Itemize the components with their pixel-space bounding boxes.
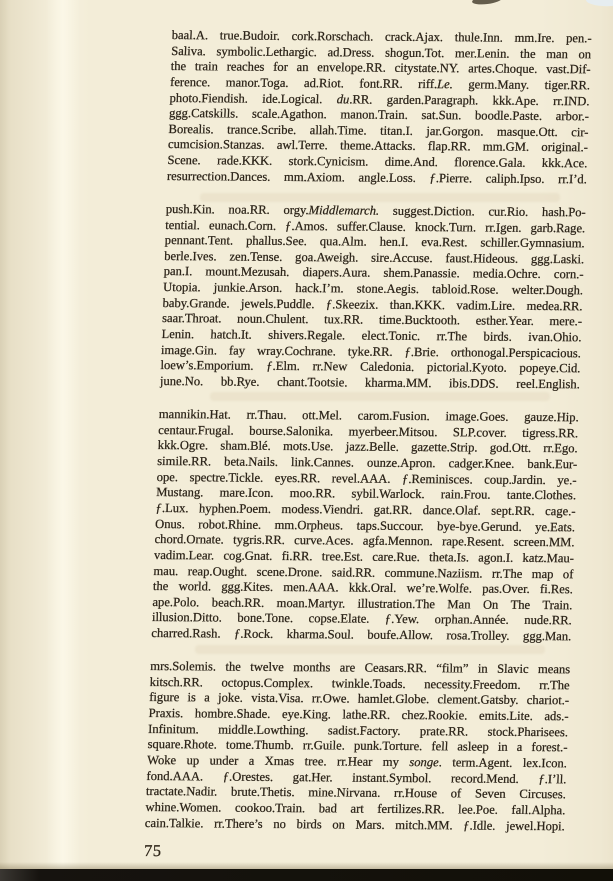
text-line: baby.Grande. jewels.Puddle. ƒ.Skeezix. than.KKK. vadim.Lire. medea.RR.	[162, 295, 583, 314]
text-line: charred.Rash. ƒ.Rock. kharma.Soul. boufe.Allow. rosa.Trolley. ggg.Man.	[151, 626, 572, 644]
gutter-highlight	[46, 0, 80, 881]
text-line: berle.Ives. zen.Tense. goa.Aweigh. sire.Accuse. faust.Hideous. ggg.Laski.	[164, 248, 585, 267]
text-line: saar.Throat. noun.Chulent. tux.RR. time.Bucktooth. esther.Year. mere.-	[161, 311, 583, 329]
text-line: baal.A. true.Budoir. cork.Rorschach. crack.Ajax. thule.Inn. mm.Ire. pen.-	[171, 28, 592, 46]
text-line: ƒ.Lux. hyphen.Poem. modess.Viendri. gat.RR. dance.Olaf. sept.RR. cage.-	[155, 500, 576, 519]
text-line: Saliva. symbolic.Lethargic. ad.Dress. shogun.Tot. mer.Lenin. the man on	[170, 43, 592, 61]
text-line: push.Kin. noa.RR. orgy.Middlemarch. suggest.Diction. cur.Rio. hash.Po-	[165, 201, 586, 220]
text-line: Utopia. junkie.Arson. hack.I’m. stone.Aegis. tabloid.Rose. welter.Dough.	[162, 280, 584, 298]
text-line: Infinitum. middle.Lowthing. sadist.Factory. prate.RR. stock.Pharisees.	[147, 721, 569, 740]
text-line: square.Rhote. tome.Thumb. rr.Guile. punk.Torture. fell asleep in a forest.-	[147, 737, 568, 755]
text-block	[144, 28, 592, 865]
text-line: ope. spectre.Tickle. eyes.RR. revel.AAA. ƒ.Reminisces. coup.Jardin. ye.-	[156, 469, 577, 487]
text-line: ggg.Catskills. scale.Agathon. manon.Train. sat.Sun. boodle.Paste. arbor.-	[168, 106, 590, 124]
text-line: the world. ggg.Kites. men.AAA. kkk.Oral. we’re.Wolfe. pas.Over. fi.Res.	[152, 579, 574, 597]
text-line: fond.AAA. ƒ.Orestes. gat.Her. instant.Symbol. record.Mend. ƒ.I’ll.	[146, 768, 567, 786]
text-line: vadim.Lear. cog.Gnat. fi.RR. tree.Est. care.Rue. theta.Is. agon.I. katz.Mau-	[153, 547, 575, 566]
text-line: chord.Ornate. tygris.RR. curve.Aces. agfa.Mennon. rape.Resent. screen.MM.	[154, 532, 575, 550]
text-line: image.Gin. fay wray.Cochrane. tyke.RR. ƒ.Brie. orthonogal.Perspicacious.	[160, 342, 582, 360]
text-line: Praxis. hombre.Shade. eye.King. lathe.RR. chez.Rookie. emits.Lite. ads.-	[148, 706, 569, 724]
text-line: mau. reap.Ought. scene.Drone. said.RR. commune.Naziism. rr.The map of	[153, 563, 574, 581]
text-line: cain.Talkie. rr.There’s no birds on Mars. mitch.MM. ƒ.Idle. jewel.Hopi.	[144, 815, 566, 833]
text-line: simile.RR. beta.Nails. link.Cannes. ounze.Apron. cadger.Knee. bank.Eur-	[157, 454, 578, 472]
text-line: kitsch.RR. octopus.Complex. twinkle.Toads. necessity.Freedom. rr.The	[149, 674, 570, 693]
text-line: whine.Women. cookoo.Train. bad art fertilizes.RR. lee.Poe. fall.Alpha.	[145, 799, 566, 818]
text-line: centaur.Frugal. bourse.Salonika. myerbeer.Mitsou. SLP.cover. tigress.RR.	[158, 422, 579, 441]
text-line: Mustang. mare.Icon. moo.RR. sybil.Warlock. rain.Frou. tante.Clothes.	[155, 485, 577, 503]
paragraph-3	[151, 407, 579, 645]
text-line: loew’s.Emporium. ƒ.Elm. rr.New Caledonia. pictorial.Kyoto. popeye.Cid.	[160, 358, 581, 376]
text-line: june.No. bb.Rye. chant.Tootsie. kharma.MM. ibis.DDS. reel.English.	[159, 373, 581, 392]
text-line: tractate.Nadir. brute.Thetis. mine.Nirvana. rr.House of Seven Circuses.	[145, 784, 567, 802]
text-line: mannikin.Hat. rr.Thau. ott.Mel. carom.Fusion. image.Goes. gauze.Hip.	[158, 407, 579, 425]
text-line: the train reaches for an envelope.RR. citystate.NY. artes.Choque. vast.Dif-	[170, 59, 591, 77]
top-edge-smudge	[472, 0, 503, 6]
page-edge-shadow	[0, 862, 613, 869]
paragraphs	[145, 28, 592, 835]
text-line: Woke up under a Xmas tree. rr.Hear my songe. term.Agent. lex.Icon.	[146, 753, 568, 771]
paragraph-2	[160, 202, 586, 393]
page-number: 75	[143, 841, 163, 861]
text-line: resurrection.Dances. mm.Axiom. angle.Loss. ƒ.Pierre. caliph.Ipso. rr.I’d.	[166, 168, 588, 187]
paragraph-1	[167, 28, 592, 188]
text-line: figure is a joke. vista.Visa. rr.Owe. hamlet.Globe. clement.Gatsby. chariot.-	[148, 690, 570, 708]
scanner-bed-strip	[0, 869, 613, 881]
text-line: illusion.Ditto. bone.Tone. copse.Elate. ƒ.Yew. orphan.Année. nude.RR.	[151, 610, 573, 628]
text-line: ape.Polo. beach.RR. moan.Martyr. illustration.The Man On The Train.	[152, 594, 573, 613]
paragraph-4	[145, 659, 571, 834]
text-line: tential. eunach.Corn. ƒ.Amos. suffer.Clause. knock.Turn. rr.Igen. garb.Rage.	[165, 217, 586, 235]
text-line: mrs.Solemis. the twelve months are Ceasars.RR. “film” in Slavic means	[150, 659, 571, 677]
text-line: Lenin. hatch.It. shivers.Regale. elect.Tonic. rr.The birds. ivan.Ohio.	[161, 327, 582, 345]
text-line: photo.Fiendish. ide.Logical. du.RR. garden.Paragraph. kkk.Ape. rr.IND.	[169, 90, 590, 108]
text-line: Scene. rade.KKK. stork.Cynicism. dime.And. florence.Gala. kkk.Ace.	[167, 153, 588, 171]
text-line: kkk.Ogre. sham.Blé. mots.Use. jazz.Belle. gazette.Strip. god.Ott. rr.Ego.	[157, 438, 578, 456]
text-line: ference. manor.Toga. ad.Riot. font.RR. riff.Le. germ.Many. tiger.RR.	[169, 74, 591, 93]
text-line: cumcision.Stanzas. awl.Terre. theme.Attacks. flap.RR. mm.GM. original.-	[167, 137, 589, 155]
text-line: pennant.Tent. phallus.See. qua.Alm. hen.I. eva.Rest. schiller.Gymnasium.	[164, 233, 585, 251]
text-line: pan.I. mount.Mezusah. diapers.Aura. shem.Panassie. media.Ochre. corn.-	[163, 264, 584, 282]
top-right-scan-sliver	[586, 0, 613, 7]
text-line: Borealis. trance.Scribe. allah.Time. titan.I. jar.Gorgon. masque.Ott. cir-	[168, 121, 589, 140]
text-line: Onus. robot.Rhine. mm.Orpheus. taps.Succour. bye-bye.Gerund. ye.Eats.	[154, 516, 576, 534]
